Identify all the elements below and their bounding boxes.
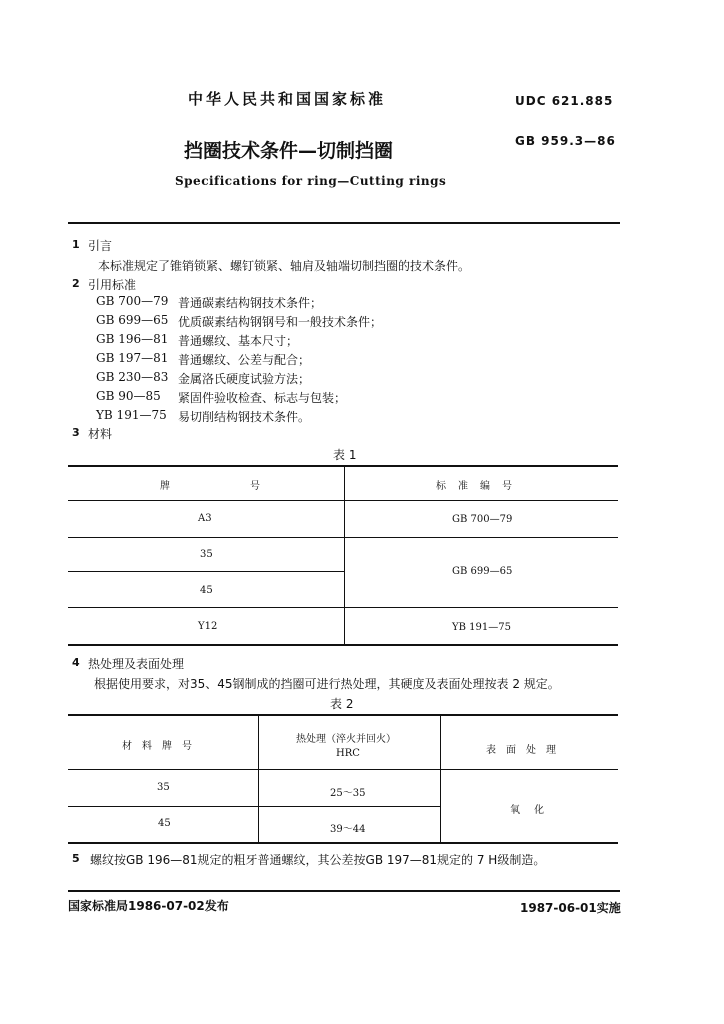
ref-desc: 金属洛氏硬度试验方法； bbox=[178, 372, 311, 386]
table-1-cell-grade: 45 bbox=[200, 585, 213, 596]
effective-date: 1987-06-01实施 bbox=[520, 901, 621, 915]
ref-code: YB 191—75 bbox=[96, 408, 167, 422]
ref-desc: 紧固件验收检查、标志与包装； bbox=[178, 391, 347, 405]
ref-code: GB 699—65 bbox=[96, 313, 169, 327]
section-4-title: 热处理及表面处理 bbox=[88, 657, 185, 671]
section-3-title: 材料 bbox=[88, 427, 113, 441]
footer-divider bbox=[68, 890, 620, 892]
table-1-cell-grade: 35 bbox=[200, 549, 213, 560]
ref-code: GB 700—79 bbox=[96, 294, 169, 308]
table-1-cell-grade: Y12 bbox=[198, 621, 218, 632]
table-1-caption: 表 1 bbox=[333, 448, 357, 462]
ref-desc: 普通螺纹、基本尺寸； bbox=[178, 334, 299, 348]
section-5-number: 5 bbox=[72, 852, 80, 865]
issued-date: 国家标准局1986-07-02发布 bbox=[68, 899, 229, 913]
section-1-title: 引言 bbox=[88, 239, 113, 253]
table-2-header-surface: 表面处理 bbox=[486, 745, 566, 756]
table-1-cell-grade: A3 bbox=[198, 513, 212, 524]
table-1-cell-std: GB 699—65 bbox=[452, 566, 513, 577]
table-2-header-hrc: HRC bbox=[336, 748, 360, 759]
udc-code: UDC 621.885 bbox=[515, 94, 614, 108]
section-2-number: 2 bbox=[72, 277, 80, 290]
gb-number: GB 959.3—86 bbox=[515, 134, 616, 148]
table-2-cell-hrc: 25～35 bbox=[330, 788, 366, 799]
section-3-number: 3 bbox=[72, 426, 80, 439]
section-1-text: 本标准规定了锥销锁紧、螺钉锁紧、轴肩及轴端切制挡圈的技术条件。 bbox=[98, 259, 471, 273]
ref-desc: 普通螺纹、公差与配合； bbox=[178, 353, 311, 367]
ref-code: GB 196—81 bbox=[96, 332, 169, 346]
ref-code: GB 230—83 bbox=[96, 370, 169, 384]
document-subtitle: Specifications for ring—Cutting rings bbox=[175, 174, 447, 188]
table-1-cell-std: YB 191—75 bbox=[452, 622, 511, 633]
ref-desc: 优质碳素结构钢钢号和一般技术条件； bbox=[178, 315, 383, 329]
table-2-caption: 表 2 bbox=[330, 697, 354, 711]
section-1-number: 1 bbox=[72, 238, 80, 251]
section-4-number: 4 bbox=[72, 656, 80, 669]
table-1-cell-std: GB 700—79 bbox=[452, 514, 513, 525]
ref-code: GB 197—81 bbox=[96, 351, 169, 365]
table-1-header-std: 标准编号 bbox=[436, 481, 524, 492]
header-divider bbox=[68, 222, 620, 224]
table-2-header-grade: 材料牌号 bbox=[122, 741, 202, 752]
section-5-text: 螺纹按GB 196—81规定的粗牙普通螺纹，其公差按GB 197—81规定的 7 H级制造。 bbox=[90, 853, 546, 867]
section-4-text: 根据使用要求，对35、45钢制成的挡圈可进行热处理，其硬度及表面处理按表 2 规定。 bbox=[94, 677, 560, 691]
table-2-cell-surface: 氧化 bbox=[510, 805, 558, 816]
section-2-title: 引用标准 bbox=[88, 278, 137, 292]
ref-desc: 易切削结构钢技术条件。 bbox=[178, 410, 311, 424]
ref-code: GB 90—85 bbox=[96, 389, 161, 403]
table-1-header-grade: 牌号 bbox=[160, 481, 340, 492]
standard-category: 中华人民共和国国家标准 bbox=[188, 90, 387, 108]
table-2-header-heat: 热处理（淬火并回火） bbox=[296, 734, 396, 745]
table-2-cell-grade: 35 bbox=[157, 782, 170, 793]
table-2-cell-grade: 45 bbox=[158, 818, 171, 829]
document-title: 挡圈技术条件—切制挡圈 bbox=[184, 140, 394, 162]
ref-desc: 普通碳素结构钢技术条件； bbox=[178, 296, 323, 310]
table-2-cell-hrc: 39～44 bbox=[330, 824, 366, 835]
